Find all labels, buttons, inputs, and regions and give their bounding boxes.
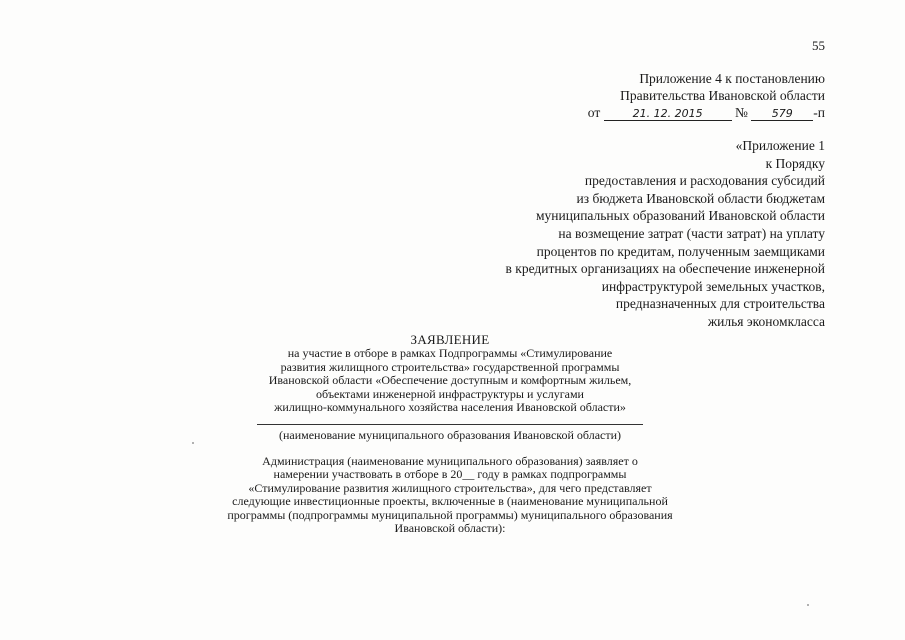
appendix-line: «Приложение 1 [735, 138, 825, 153]
scan-speck [807, 604, 809, 606]
document-title: ЗАЯВЛЕНИЕ [410, 332, 490, 347]
application-title-block [200, 332, 700, 443]
scan-speck [192, 442, 194, 444]
body-line: намерении участвовать в отборе в 20__ году в рамках подпрограммы [273, 467, 627, 482]
number-label: № [735, 105, 748, 120]
body-line: программы (подпрограммы муниципальной программы) муниципального образования [227, 507, 673, 522]
body-line: «Стимулирование развития жилищного строительства», для чего представляет [248, 480, 652, 495]
from-label: от [587, 105, 601, 120]
appendix-line: в кредитных организациях на обеспечение инженерной [505, 261, 825, 277]
header-line-2: Правительства Ивановской области [620, 88, 825, 103]
appendix-line: инфраструктурой земельных участков, [601, 278, 825, 294]
appendix-line: на возмещение затрат (части затрат) на уплату [558, 225, 825, 241]
appendix-line: муниципальных образований Ивановской области [536, 208, 825, 224]
appendix-line: предоставления и расходования субсидий [584, 173, 825, 189]
title-line: на участие в отборе в рамках Подпрограммы «Стимулирование [287, 346, 613, 360]
application-body [200, 455, 700, 535]
page-number: 55 [812, 38, 825, 53]
fill-in-line [257, 420, 643, 425]
fill-in-caption: (наименование муниципального образования Ивановской области) [278, 427, 622, 442]
body-line: Администрация (наименование муниципального образования) заявляет о [262, 454, 638, 468]
appendix-line: жилья экономкласса [707, 313, 825, 329]
handwritten-date: 21. 12. 2015 [604, 107, 732, 121]
appendix-line: предназначенных для строительства [615, 296, 825, 312]
header-line-3 [588, 104, 825, 121]
resolution-header [588, 70, 825, 121]
title-line: развития жилищного строительства» государственной программы [280, 359, 620, 374]
title-line: объектами инженерной инфраструктуры и услугами [316, 386, 584, 401]
appendix-line: к Порядку [765, 155, 825, 171]
appendix-line: процентов по кредитам, полученным заемщиками [536, 243, 825, 259]
number-suffix: -п [813, 105, 825, 120]
header-line-1: Приложение 4 к постановлению [639, 71, 825, 86]
body-line: следующие инвестиционные проекты, включенные в (наименование муниципальной [232, 494, 668, 509]
appendix-line: из бюджета Ивановской области бюджетам [576, 190, 825, 206]
title-line: жилищно-коммунального хозяйства населения Ивановской области» [274, 400, 626, 415]
handwritten-number: 579 [751, 107, 813, 121]
appendix-reference [506, 137, 825, 331]
body-line: Ивановской области): [394, 521, 506, 536]
title-line: Ивановской области «Обеспечение доступным и комфортным жильем, [268, 373, 632, 388]
